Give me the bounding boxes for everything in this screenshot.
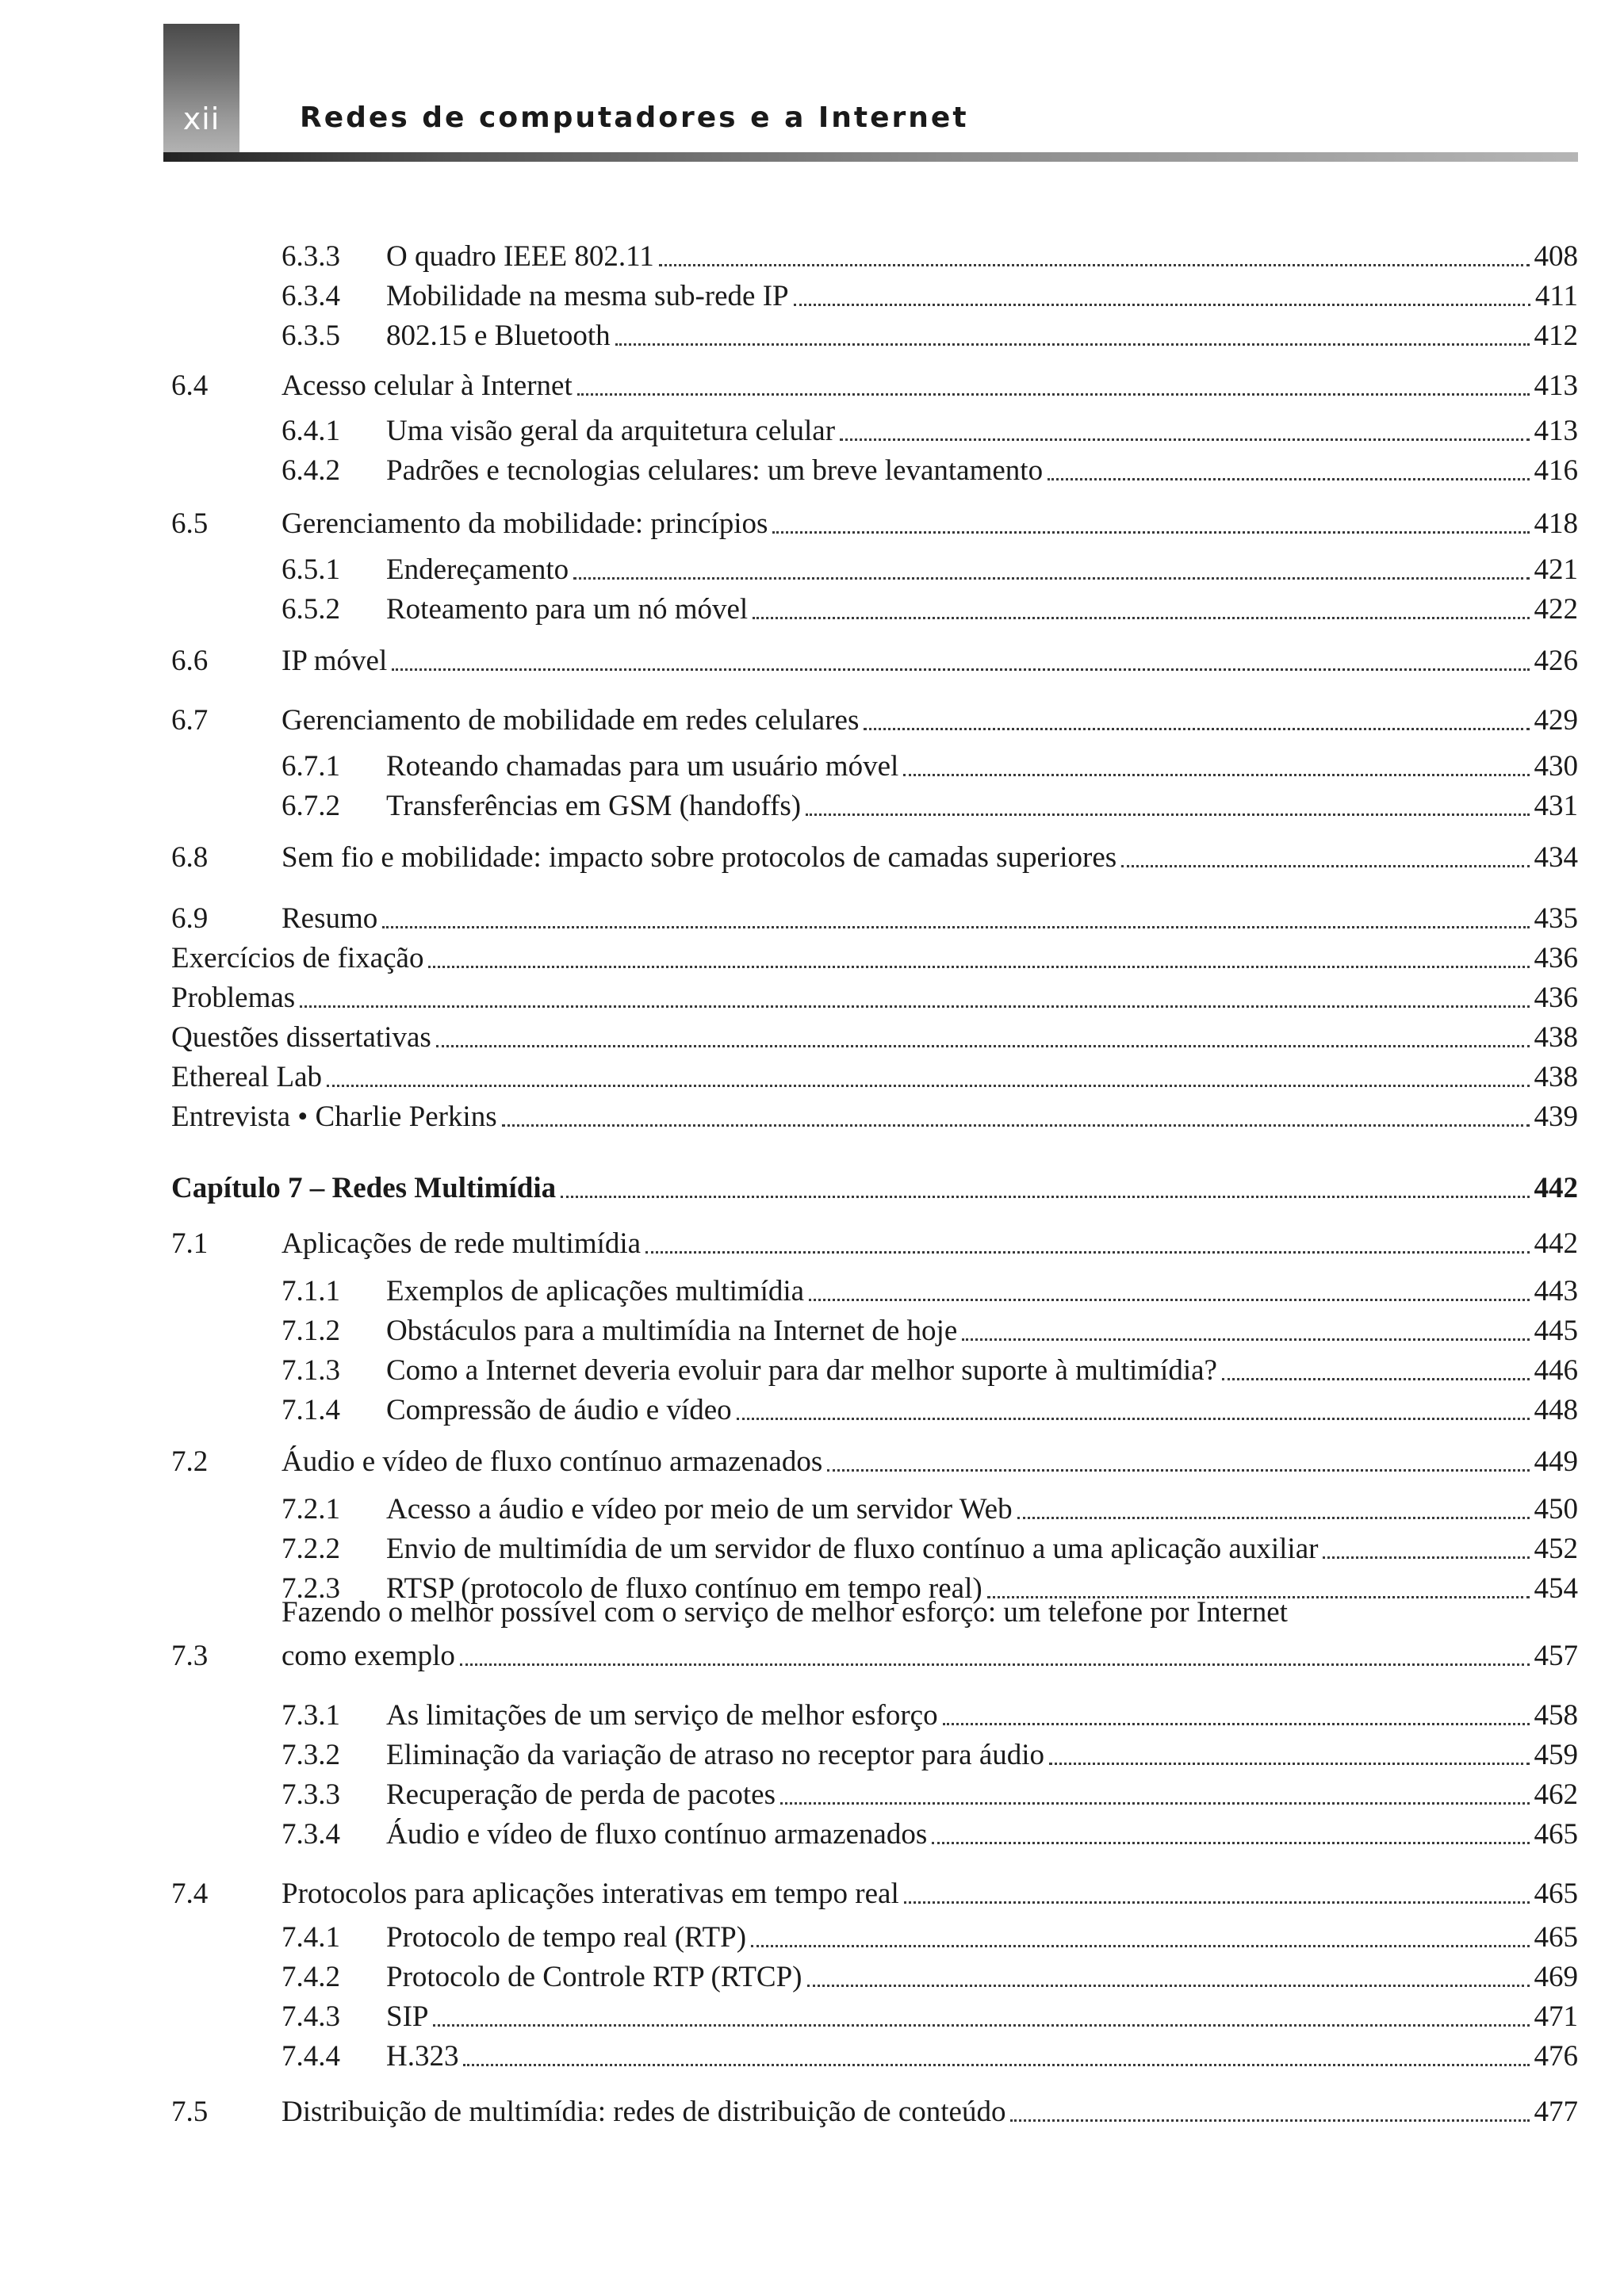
section-number: 6.4.2 <box>282 454 340 487</box>
section-title: Áudio e vídeo de fluxo contínuo armazenados <box>386 1818 928 1851</box>
section-number: 6.3.4 <box>282 280 340 312</box>
dot-leader <box>903 773 1529 776</box>
toc-line <box>386 452 1578 490</box>
toc-line <box>282 1875 1578 1913</box>
page-number-ref: 465 <box>1534 1921 1578 1954</box>
toc-entry <box>0 2093 1624 2131</box>
toc-line <box>282 702 1578 740</box>
section-title: Gerenciamento de mobilidade em redes celulares <box>282 704 860 737</box>
section-title: Endereçamento <box>386 553 569 586</box>
dot-leader <box>840 438 1529 441</box>
dot-leader <box>751 1944 1529 1947</box>
section-number: 6.5 <box>171 507 209 540</box>
section-number: 6.5.2 <box>282 593 340 626</box>
page-number-ref: 408 <box>1534 240 1578 273</box>
page-number-ref: 442 <box>1534 1227 1578 1260</box>
toc-entry <box>0 1273 1624 1311</box>
toc-line <box>171 1019 1578 1057</box>
toc-line <box>386 1273 1578 1311</box>
section-title: RTSP (protocolo de fluxo contínuo em tempo real) <box>386 1572 982 1605</box>
section-number: 6.7.1 <box>282 750 340 783</box>
page-number-ref: 477 <box>1534 2096 1578 2128</box>
dot-leader <box>904 1901 1530 1904</box>
toc-entry <box>0 1875 1624 1913</box>
section-title: Capítulo 7 – Redes Multimídia <box>171 1172 557 1204</box>
page-number-ref: 413 <box>1534 415 1578 447</box>
dot-leader <box>809 1298 1529 1301</box>
toc-line <box>386 748 1578 786</box>
toc-line <box>386 1816 1578 1854</box>
dot-leader <box>827 1468 1529 1472</box>
section-number: 6.5.1 <box>282 553 340 586</box>
dot-leader <box>1048 477 1529 480</box>
dot-leader <box>561 1195 1529 1198</box>
section-title: H.323 <box>386 2040 459 2073</box>
section-title: Recuperação de perda de pacotes <box>386 1778 776 1811</box>
section-number: 7.1.1 <box>282 1275 340 1307</box>
toc-entry <box>0 412 1624 450</box>
page-number-ref: 436 <box>1534 942 1578 974</box>
section-number: 7.4.2 <box>282 1961 340 1993</box>
toc-line <box>171 1169 1578 1208</box>
toc-line <box>386 1312 1578 1350</box>
page-number-ref: 469 <box>1534 1961 1578 1993</box>
toc-entry <box>0 1058 1624 1097</box>
toc-line <box>282 505 1578 543</box>
toc-entry <box>0 1816 1624 1854</box>
section-number: 6.4 <box>171 369 209 402</box>
toc-line <box>171 1058 1578 1097</box>
dot-leader <box>807 1984 1530 1987</box>
toc-entry <box>0 1443 1624 1481</box>
toc-entry <box>0 238 1624 276</box>
toc-entry <box>0 642 1624 680</box>
section-title: Questões dissertativas <box>171 1021 431 1054</box>
toc-entry <box>0 1312 1624 1350</box>
section-number: 7.2 <box>171 1445 209 1478</box>
page-number-ref: 438 <box>1534 1061 1578 1093</box>
section-title: Gerenciamento da mobilidade: princípios <box>282 507 768 540</box>
toc-entry <box>0 505 1624 543</box>
page-number-ref: 435 <box>1534 902 1578 935</box>
toc-line <box>386 591 1578 629</box>
dot-leader <box>1010 2119 1529 2122</box>
section-number: 7.2.1 <box>282 1493 340 1525</box>
page-number-ref: 436 <box>1534 982 1578 1014</box>
toc-entry <box>0 1596 1624 1675</box>
dot-leader <box>615 343 1530 346</box>
toc-line <box>386 1919 1578 1957</box>
toc-line <box>386 1697 1578 1735</box>
toc-line <box>282 1443 1578 1481</box>
section-title: Roteamento para um nó móvel <box>386 593 749 626</box>
section-title: Protocolo de tempo real (RTP) <box>386 1921 747 1954</box>
dot-leader <box>382 925 1529 928</box>
page-number-ref: 452 <box>1534 1533 1578 1565</box>
dot-leader <box>573 576 1529 580</box>
section-title: Aplicações de rede multimídia <box>282 1227 642 1260</box>
toc-line <box>386 1776 1578 1814</box>
page-number-ref: 438 <box>1534 1021 1578 1054</box>
section-title: Áudio e vídeo de fluxo contínuo armazenados <box>282 1445 823 1478</box>
chapter-heading <box>0 1169 1624 1208</box>
page-number-ref: 450 <box>1534 1493 1578 1525</box>
section-title: Obstáculos para a multimídia na Internet de hoje <box>386 1315 958 1347</box>
toc-line <box>386 1736 1578 1774</box>
toc-line <box>171 940 1578 978</box>
toc-entry <box>0 551 1624 589</box>
section-title: Problemas <box>171 982 296 1014</box>
page-number-ref: 411 <box>1534 280 1578 312</box>
section-number: 7.1.2 <box>282 1315 340 1347</box>
section-title: SIP <box>386 2000 429 2033</box>
dot-leader <box>737 1417 1530 1420</box>
section-title: Acesso a áudio e vídeo por meio de um servidor Web <box>386 1493 1013 1525</box>
section-title: Envio de multimídia de um servidor de fluxo contínuo a uma aplicação auxiliar <box>386 1533 1319 1565</box>
dot-leader <box>327 1084 1529 1087</box>
section-number: 7.1 <box>171 1227 209 1260</box>
section-number: 7.4.4 <box>282 2040 340 2073</box>
section-number: 7.1.4 <box>282 1394 340 1426</box>
section-title: Compressão de áudio e vídeo <box>386 1394 732 1426</box>
toc-entry <box>0 317 1624 355</box>
dot-leader <box>806 813 1529 816</box>
section-title-continuation: como exemplo <box>282 1640 455 1672</box>
toc-entry <box>0 1391 1624 1430</box>
dot-leader <box>463 2063 1529 2066</box>
section-title: Uma visão geral da arquitetura celular <box>386 415 836 447</box>
toc-entry <box>0 839 1624 877</box>
dot-leader <box>428 965 1529 968</box>
page-number-ref: 416 <box>1534 454 1578 487</box>
toc-entry <box>0 1697 1624 1735</box>
page-number-ref: 431 <box>1534 790 1578 822</box>
page-number-ref: 412 <box>1534 320 1578 352</box>
page-number: xii <box>182 101 220 136</box>
section-title: 802.15 e Bluetooth <box>386 320 611 352</box>
dot-leader <box>1121 864 1529 867</box>
section-number: 7.3.4 <box>282 1818 340 1851</box>
toc-entry <box>0 1352 1624 1390</box>
toc-line <box>171 979 1578 1017</box>
toc-line <box>386 1530 1578 1568</box>
toc-line <box>282 367 1578 405</box>
toc-line <box>171 1098 1578 1136</box>
section-number: 6.6 <box>171 645 209 677</box>
dot-leader <box>460 1663 1530 1666</box>
page-number-ref: 413 <box>1534 369 1578 402</box>
toc-entry <box>0 940 1624 978</box>
page-number-ref: 454 <box>1534 1572 1578 1605</box>
section-title: Exemplos de aplicações multimídia <box>386 1275 805 1307</box>
dot-leader <box>864 727 1529 730</box>
page-number-ref: 434 <box>1534 841 1578 874</box>
toc-entry <box>0 748 1624 786</box>
running-title: Redes de computadores e a Internet <box>300 101 969 134</box>
dot-leader <box>433 2023 1529 2027</box>
section-number: 7.3 <box>171 1640 209 1672</box>
toc-line <box>282 900 1578 938</box>
toc-line <box>386 1391 1578 1430</box>
section-title: As limitações de um serviço de melhor esforço <box>386 1699 938 1732</box>
page-number-ref: 445 <box>1534 1315 1578 1347</box>
section-number: 7.4 <box>171 1878 209 1910</box>
dot-leader <box>932 1841 1529 1844</box>
section-title: O quadro IEEE 802.11 <box>386 240 654 273</box>
toc-entry <box>0 1491 1624 1529</box>
toc-entry <box>0 452 1624 490</box>
toc-line <box>386 238 1578 276</box>
section-title: Protocolo de Controle RTP (RTCP) <box>386 1961 802 1993</box>
page-number-ref: 426 <box>1534 645 1578 677</box>
section-number: 7.3.2 <box>282 1739 340 1771</box>
section-number: 7.5 <box>171 2096 209 2128</box>
section-title: Eliminação da variação de atraso no receptor para áudio <box>386 1739 1045 1771</box>
section-number: 7.4.3 <box>282 2000 340 2033</box>
toc-entry <box>0 591 1624 629</box>
page-number-ref: 465 <box>1534 1878 1578 1910</box>
page-number-ref: 476 <box>1534 2040 1578 2073</box>
dot-leader <box>577 392 1530 396</box>
section-number: 6.3.3 <box>282 240 340 273</box>
section-number: 6.3.5 <box>282 320 340 352</box>
page-number-ref: 442 <box>1534 1172 1578 1204</box>
toc-entry <box>0 1998 1624 2036</box>
section-title: Exercícios de fixação <box>171 942 424 974</box>
page-number-ref: 449 <box>1534 1445 1578 1478</box>
toc-entry <box>0 979 1624 1017</box>
toc-entry <box>0 278 1624 316</box>
toc-entry <box>0 702 1624 740</box>
toc-entry <box>0 1919 1624 1957</box>
page-number-ref: 422 <box>1534 593 1578 626</box>
dot-leader <box>1049 1762 1529 1765</box>
page-number-ref: 458 <box>1534 1699 1578 1732</box>
page-number-ref: 462 <box>1534 1778 1578 1811</box>
dot-leader <box>772 530 1529 534</box>
dot-leader <box>1323 1556 1529 1559</box>
section-number: 6.9 <box>171 902 209 935</box>
section-title: Resumo <box>282 902 378 935</box>
toc-entry <box>0 2038 1624 2076</box>
dot-leader <box>659 263 1530 266</box>
toc-entry <box>0 787 1624 825</box>
dot-leader <box>753 616 1529 619</box>
toc-line <box>386 412 1578 450</box>
toc-entry <box>0 1530 1624 1568</box>
toc-entry <box>0 367 1624 405</box>
dot-leader <box>392 668 1529 671</box>
section-title: Mobilidade na mesma sub-rede IP <box>386 280 789 312</box>
toc-entry <box>0 1019 1624 1057</box>
toc-line <box>282 1225 1578 1263</box>
page-number-ref: 443 <box>1534 1275 1578 1307</box>
page-number-ref: 457 <box>1534 1640 1578 1672</box>
dot-leader <box>962 1338 1529 1341</box>
dot-leader <box>645 1250 1529 1254</box>
section-title: Distribuição de multimídia: redes de distribuição de conteúdo <box>282 2096 1006 2128</box>
section-title: Sem fio e mobilidade: impacto sobre protocolos de camadas superiores <box>282 841 1117 874</box>
section-number: 7.2.3 <box>282 1572 340 1605</box>
section-title: Como a Internet deveria evoluir para dar melhor suporte à multimídia? <box>386 1354 1217 1387</box>
toc-line <box>282 1637 1578 1675</box>
section-number: 7.2.2 <box>282 1533 340 1565</box>
toc-line <box>282 839 1578 877</box>
dot-leader <box>780 1801 1530 1805</box>
section-number: 7.4.1 <box>282 1921 340 1954</box>
toc-entry <box>0 1776 1624 1814</box>
dot-leader <box>943 1722 1530 1725</box>
section-title: Transferências em GSM (handoffs) <box>386 790 802 822</box>
page-number-ref: 421 <box>1534 553 1578 586</box>
section-number: 7.1.3 <box>282 1354 340 1387</box>
page-number-ref: 446 <box>1534 1354 1578 1387</box>
section-number: 6.8 <box>171 841 209 874</box>
section-number: 6.7.2 <box>282 790 340 822</box>
section-title: Padrões e tecnologias celulares: um breve levantamento <box>386 454 1044 487</box>
toc-entry <box>0 900 1624 938</box>
section-title: Ethereal Lab <box>171 1061 323 1093</box>
page-number-ref: 465 <box>1534 1818 1578 1851</box>
dot-leader <box>1222 1377 1530 1380</box>
section-number: 7.3.1 <box>282 1699 340 1732</box>
toc-line <box>386 551 1578 589</box>
toc-line <box>386 1352 1578 1390</box>
section-number: 6.4.1 <box>282 415 340 447</box>
dot-leader <box>794 303 1530 306</box>
toc-line <box>386 278 1578 316</box>
toc-line <box>386 1998 1578 2036</box>
section-number: 6.7 <box>171 704 209 737</box>
page-number-ref: 471 <box>1534 2000 1578 2033</box>
toc-line <box>282 642 1578 680</box>
page-number-ref: 459 <box>1534 1739 1578 1771</box>
dot-leader <box>1017 1516 1530 1519</box>
toc-entry <box>0 1736 1624 1774</box>
toc-line <box>282 2093 1578 2131</box>
page-number-ref: 429 <box>1534 704 1578 737</box>
toc-line <box>386 2038 1578 2076</box>
page-number-ref: 430 <box>1534 750 1578 783</box>
section-title: IP móvel <box>282 645 388 677</box>
section-title: Acesso celular à Internet <box>282 369 573 402</box>
section-number: 7.3.3 <box>282 1778 340 1811</box>
toc-line <box>386 1958 1578 1996</box>
toc-line <box>386 317 1578 355</box>
dot-leader <box>300 1005 1529 1008</box>
section-title: Entrevista • Charlie Perkins <box>171 1101 497 1133</box>
dot-leader <box>436 1044 1530 1047</box>
toc-entry <box>0 1225 1624 1263</box>
page-number-ref: 439 <box>1534 1101 1578 1133</box>
toc-entry <box>0 1098 1624 1136</box>
toc-line <box>386 787 1578 825</box>
dot-leader <box>502 1124 1530 1127</box>
page-number-ref: 448 <box>1534 1394 1578 1426</box>
section-title: Roteando chamadas para um usuário móvel <box>386 750 899 783</box>
page-number-ref: 418 <box>1534 507 1578 540</box>
section-title: Protocolos para aplicações interativas em tempo real <box>282 1878 899 1910</box>
toc-entry <box>0 1958 1624 1996</box>
section-title: Fazendo o melhor possível com o serviço de melhor esforço: um telefone por Internet <box>282 1596 1288 1629</box>
toc-line <box>386 1491 1578 1529</box>
